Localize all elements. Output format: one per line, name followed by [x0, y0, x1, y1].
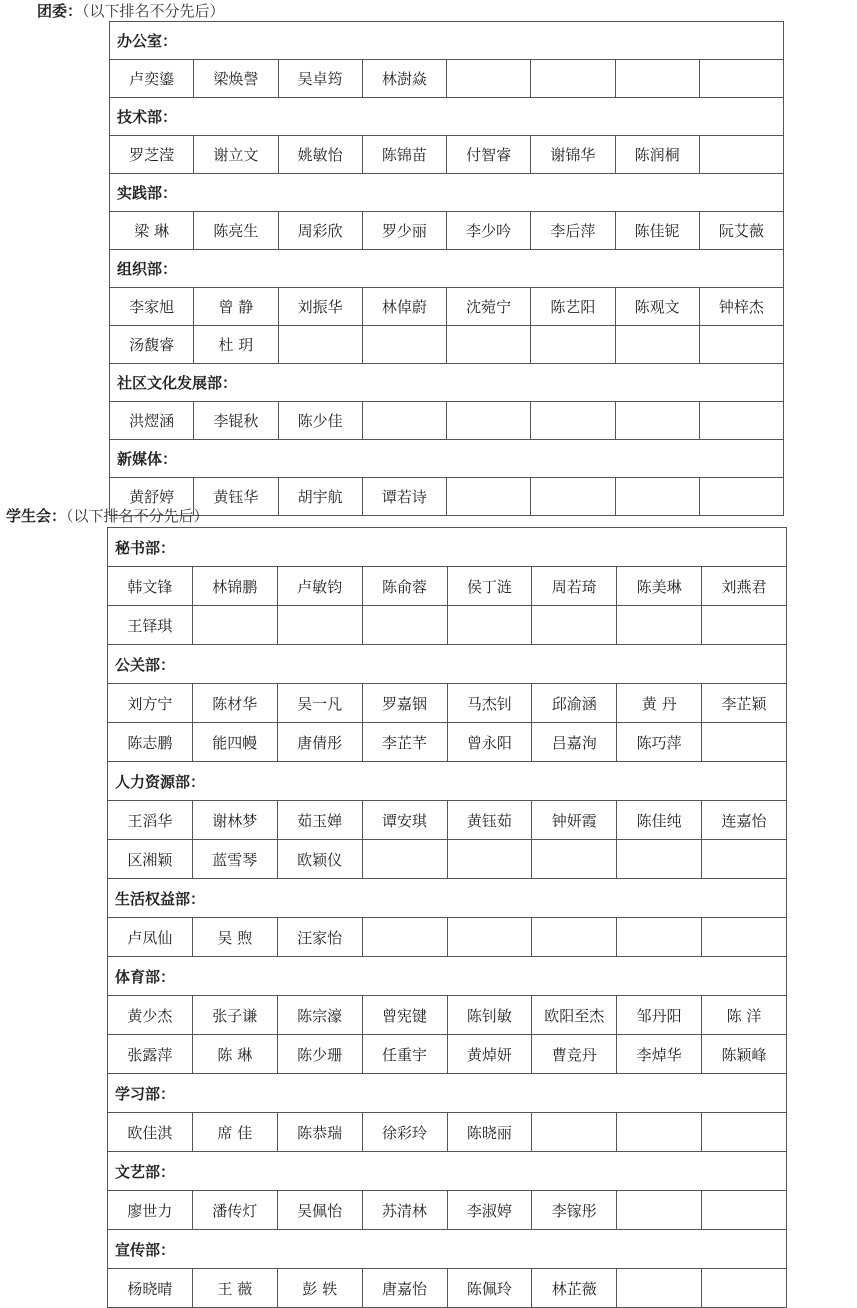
member-name-cell: 周若琦 — [532, 567, 617, 606]
member-name-cell: 陈材华 — [192, 684, 277, 723]
member-name-cell: 汤馥睿 — [110, 326, 194, 364]
member-name-cell: 陈宗濠 — [277, 996, 362, 1035]
department-title: 秘书部： — [108, 528, 787, 567]
member-name-cell: 陈美琳 — [617, 567, 702, 606]
department-header-row — [110, 250, 784, 288]
member-name-cell: 杨晓晴 — [108, 1269, 193, 1308]
member-name-cell: 陈佳纯 — [617, 801, 702, 840]
empty-cell — [699, 402, 783, 440]
empty-cell — [702, 606, 787, 645]
department-title: 组织部： — [110, 250, 784, 288]
member-name-cell: 李芷芊 — [362, 723, 447, 762]
member-name-cell: 苏清林 — [362, 1191, 447, 1230]
empty-cell — [362, 326, 446, 364]
department-title: 办公室： — [110, 22, 784, 60]
member-name-cell: 罗芝滢 — [110, 136, 194, 174]
member-name-cell: 沈菀宁 — [447, 288, 531, 326]
member-row — [110, 402, 784, 440]
empty-cell — [702, 1269, 787, 1308]
department-header-row — [108, 1230, 787, 1269]
member-name-cell: 黄 丹 — [617, 684, 702, 723]
member-name-cell: 周彩欣 — [278, 212, 362, 250]
member-name-cell: 李淑婷 — [447, 1191, 532, 1230]
member-name-cell: 曾永阳 — [447, 723, 532, 762]
member-row — [108, 1113, 787, 1152]
empty-cell — [447, 478, 531, 516]
member-name-cell: 陈观文 — [615, 288, 699, 326]
member-name-cell: 曹竞丹 — [532, 1035, 617, 1074]
empty-cell — [702, 918, 787, 957]
empty-cell — [699, 60, 783, 98]
member-name-cell: 区湘颖 — [108, 840, 193, 879]
member-row — [110, 136, 784, 174]
member-name-cell: 刘振华 — [278, 288, 362, 326]
member-name-cell: 侯丁涟 — [447, 567, 532, 606]
department-header-row — [110, 364, 784, 402]
member-row — [110, 60, 784, 98]
member-name-cell: 罗嘉铟 — [362, 684, 447, 723]
department-title: 新媒体： — [110, 440, 784, 478]
member-name-cell: 罗少丽 — [362, 212, 446, 250]
member-name-cell: 吴佩怡 — [277, 1191, 362, 1230]
empty-cell — [192, 606, 277, 645]
empty-cell — [702, 723, 787, 762]
empty-cell — [277, 606, 362, 645]
member-name-cell: 卢敏钧 — [277, 567, 362, 606]
department-header-row — [110, 174, 784, 212]
department-header-row — [108, 957, 787, 996]
member-name-cell: 陈 琳 — [192, 1035, 277, 1074]
member-name-cell: 陈润桐 — [615, 136, 699, 174]
member-name-cell: 曾宪键 — [362, 996, 447, 1035]
member-name-cell: 谭安琪 — [362, 801, 447, 840]
member-name-cell: 黄钰华 — [194, 478, 278, 516]
member-name-cell: 茹玉婵 — [277, 801, 362, 840]
roster-table-tuanwei — [109, 21, 784, 516]
member-row — [108, 684, 787, 723]
empty-cell — [532, 840, 617, 879]
member-name-cell: 陈 洋 — [702, 996, 787, 1035]
member-name-cell: 陈少佳 — [278, 402, 362, 440]
member-row — [110, 288, 784, 326]
department-title: 生活权益部： — [108, 879, 787, 918]
department-header-row — [108, 1074, 787, 1113]
member-name-cell: 李焯华 — [617, 1035, 702, 1074]
empty-cell — [362, 840, 447, 879]
member-name-cell: 廖世力 — [108, 1191, 193, 1230]
member-name-cell: 邹丹阳 — [617, 996, 702, 1035]
member-name-cell: 钟梓杰 — [699, 288, 783, 326]
member-name-cell: 阮艾薇 — [699, 212, 783, 250]
department-title: 体育部： — [108, 957, 787, 996]
member-name-cell: 陈钊敏 — [447, 996, 532, 1035]
empty-cell — [447, 402, 531, 440]
member-name-cell: 吴一凡 — [277, 684, 362, 723]
member-name-cell: 梁焕謦 — [194, 60, 278, 98]
member-name-cell: 陈佩玲 — [447, 1269, 532, 1308]
member-name-cell: 张子谦 — [192, 996, 277, 1035]
empty-cell — [702, 1191, 787, 1230]
empty-cell — [617, 840, 702, 879]
member-name-cell: 杜 玥 — [194, 326, 278, 364]
member-name-cell: 李后萍 — [531, 212, 615, 250]
empty-cell — [532, 1113, 617, 1152]
department-title: 技术部： — [110, 98, 784, 136]
department-title: 学习部： — [108, 1074, 787, 1113]
member-name-cell: 姚敏怡 — [278, 136, 362, 174]
member-name-cell: 陈锦苗 — [362, 136, 446, 174]
member-name-cell: 陈巧萍 — [617, 723, 702, 762]
empty-cell — [615, 402, 699, 440]
empty-cell — [617, 1269, 702, 1308]
empty-cell — [447, 326, 531, 364]
member-name-cell: 吴 煦 — [192, 918, 277, 957]
member-name-cell: 陈亮生 — [194, 212, 278, 250]
section-note: （以下排名不分先后） — [82, 2, 225, 20]
department-header-row — [108, 645, 787, 684]
member-name-cell: 吴卓筠 — [278, 60, 362, 98]
empty-cell — [362, 606, 447, 645]
member-name-cell: 林倬蔚 — [362, 288, 446, 326]
member-name-cell: 曾 静 — [194, 288, 278, 326]
section-note: （以下排名不分先后） — [66, 507, 209, 525]
member-name-cell: 陈佳铌 — [615, 212, 699, 250]
member-name-cell: 陈志鹏 — [108, 723, 193, 762]
member-name-cell: 卢奕鎏 — [110, 60, 194, 98]
empty-cell — [531, 402, 615, 440]
member-name-cell: 陈恭瑞 — [277, 1113, 362, 1152]
member-row — [108, 996, 787, 1035]
member-name-cell: 韩文锋 — [108, 567, 193, 606]
empty-cell — [447, 606, 532, 645]
empty-cell — [532, 606, 617, 645]
empty-cell — [617, 1191, 702, 1230]
member-row — [108, 840, 787, 879]
department-header-row — [110, 440, 784, 478]
member-name-cell: 洪熤涵 — [110, 402, 194, 440]
section-heading-tuanwei — [37, 2, 225, 20]
member-name-cell: 谢林梦 — [192, 801, 277, 840]
empty-cell — [702, 1113, 787, 1152]
roster-table-xueshenghui — [107, 527, 787, 1308]
member-name-cell: 欧颖仪 — [277, 840, 362, 879]
department-title: 公关部： — [108, 645, 787, 684]
member-name-cell: 席 佳 — [192, 1113, 277, 1152]
member-name-cell: 李家旭 — [110, 288, 194, 326]
member-name-cell: 连嘉怡 — [702, 801, 787, 840]
member-name-cell: 卢凤仙 — [108, 918, 193, 957]
member-name-cell: 欧佳淇 — [108, 1113, 193, 1152]
empty-cell — [702, 840, 787, 879]
department-title: 实践部： — [110, 174, 784, 212]
member-name-cell: 黄焯妍 — [447, 1035, 532, 1074]
empty-cell — [531, 326, 615, 364]
empty-cell — [447, 60, 531, 98]
empty-cell — [278, 326, 362, 364]
member-row — [108, 567, 787, 606]
member-row — [110, 212, 784, 250]
member-name-cell: 谢锦华 — [531, 136, 615, 174]
member-row — [108, 723, 787, 762]
member-name-cell: 陈颖峰 — [702, 1035, 787, 1074]
member-name-cell: 陈艺阳 — [531, 288, 615, 326]
department-header-row — [108, 762, 787, 801]
member-name-cell: 刘燕君 — [702, 567, 787, 606]
department-title: 文艺部： — [108, 1152, 787, 1191]
member-row — [110, 478, 784, 516]
member-row — [110, 326, 784, 364]
member-name-cell: 吕嘉洵 — [532, 723, 617, 762]
member-name-cell: 李芷颖 — [702, 684, 787, 723]
department-header-row — [110, 98, 784, 136]
section-title: 学生会： — [6, 507, 67, 525]
member-row — [108, 1191, 787, 1230]
department-header-row — [110, 22, 784, 60]
member-name-cell: 能四幔 — [192, 723, 277, 762]
empty-cell — [615, 60, 699, 98]
member-name-cell: 黄少杰 — [108, 996, 193, 1035]
member-name-cell: 黄钰茹 — [447, 801, 532, 840]
empty-cell — [617, 1113, 702, 1152]
member-name-cell: 钟妍霞 — [532, 801, 617, 840]
member-name-cell: 王 薇 — [192, 1269, 277, 1308]
member-row — [108, 1035, 787, 1074]
member-name-cell: 陈俞蓉 — [362, 567, 447, 606]
member-name-cell: 任重宇 — [362, 1035, 447, 1074]
empty-cell — [532, 918, 617, 957]
member-name-cell: 陈少珊 — [277, 1035, 362, 1074]
member-name-cell: 李锟秋 — [194, 402, 278, 440]
department-header-row — [108, 528, 787, 567]
member-name-cell: 马杰钊 — [447, 684, 532, 723]
member-name-cell: 黄舒婷 — [110, 478, 194, 516]
empty-cell — [615, 478, 699, 516]
empty-cell — [447, 840, 532, 879]
empty-cell — [362, 402, 446, 440]
member-name-cell: 张露萍 — [108, 1035, 193, 1074]
department-header-row — [108, 879, 787, 918]
member-name-cell: 林芷薇 — [532, 1269, 617, 1308]
empty-cell — [531, 60, 615, 98]
member-name-cell: 欧阳至杰 — [532, 996, 617, 1035]
member-row — [108, 1269, 787, 1308]
member-name-cell: 林澍焱 — [362, 60, 446, 98]
member-name-cell: 蓝雪琴 — [192, 840, 277, 879]
department-header-row — [108, 1152, 787, 1191]
member-name-cell: 刘方宁 — [108, 684, 193, 723]
section-title: 团委： — [37, 2, 83, 20]
member-name-cell: 林锦鹏 — [192, 567, 277, 606]
empty-cell — [447, 918, 532, 957]
member-name-cell: 王滔华 — [108, 801, 193, 840]
empty-cell — [699, 326, 783, 364]
member-row — [108, 918, 787, 957]
member-name-cell: 邱渝涵 — [532, 684, 617, 723]
empty-cell — [699, 136, 783, 174]
empty-cell — [615, 326, 699, 364]
section-heading-xueshenghui — [6, 507, 209, 525]
member-name-cell: 汪家怡 — [277, 918, 362, 957]
member-name-cell: 胡宇航 — [278, 478, 362, 516]
empty-cell — [617, 918, 702, 957]
empty-cell — [362, 918, 447, 957]
member-name-cell: 谢立文 — [194, 136, 278, 174]
member-name-cell: 彭 轶 — [277, 1269, 362, 1308]
department-title: 人力资源部： — [108, 762, 787, 801]
member-row — [108, 801, 787, 840]
member-name-cell: 潘传灯 — [192, 1191, 277, 1230]
member-row — [108, 606, 787, 645]
member-name-cell: 李少吟 — [447, 212, 531, 250]
department-title: 社区文化发展部： — [110, 364, 784, 402]
member-name-cell: 梁 琳 — [110, 212, 194, 250]
member-name-cell: 徐彩玲 — [362, 1113, 447, 1152]
member-name-cell: 付智睿 — [447, 136, 531, 174]
member-name-cell: 唐倩彤 — [277, 723, 362, 762]
member-name-cell: 唐嘉怡 — [362, 1269, 447, 1308]
member-name-cell: 谭若诗 — [362, 478, 446, 516]
member-name-cell: 李镓彤 — [532, 1191, 617, 1230]
department-title: 宣传部： — [108, 1230, 787, 1269]
empty-cell — [699, 478, 783, 516]
empty-cell — [617, 606, 702, 645]
member-name-cell: 王铎琪 — [108, 606, 193, 645]
member-name-cell: 陈晓丽 — [447, 1113, 532, 1152]
empty-cell — [531, 478, 615, 516]
